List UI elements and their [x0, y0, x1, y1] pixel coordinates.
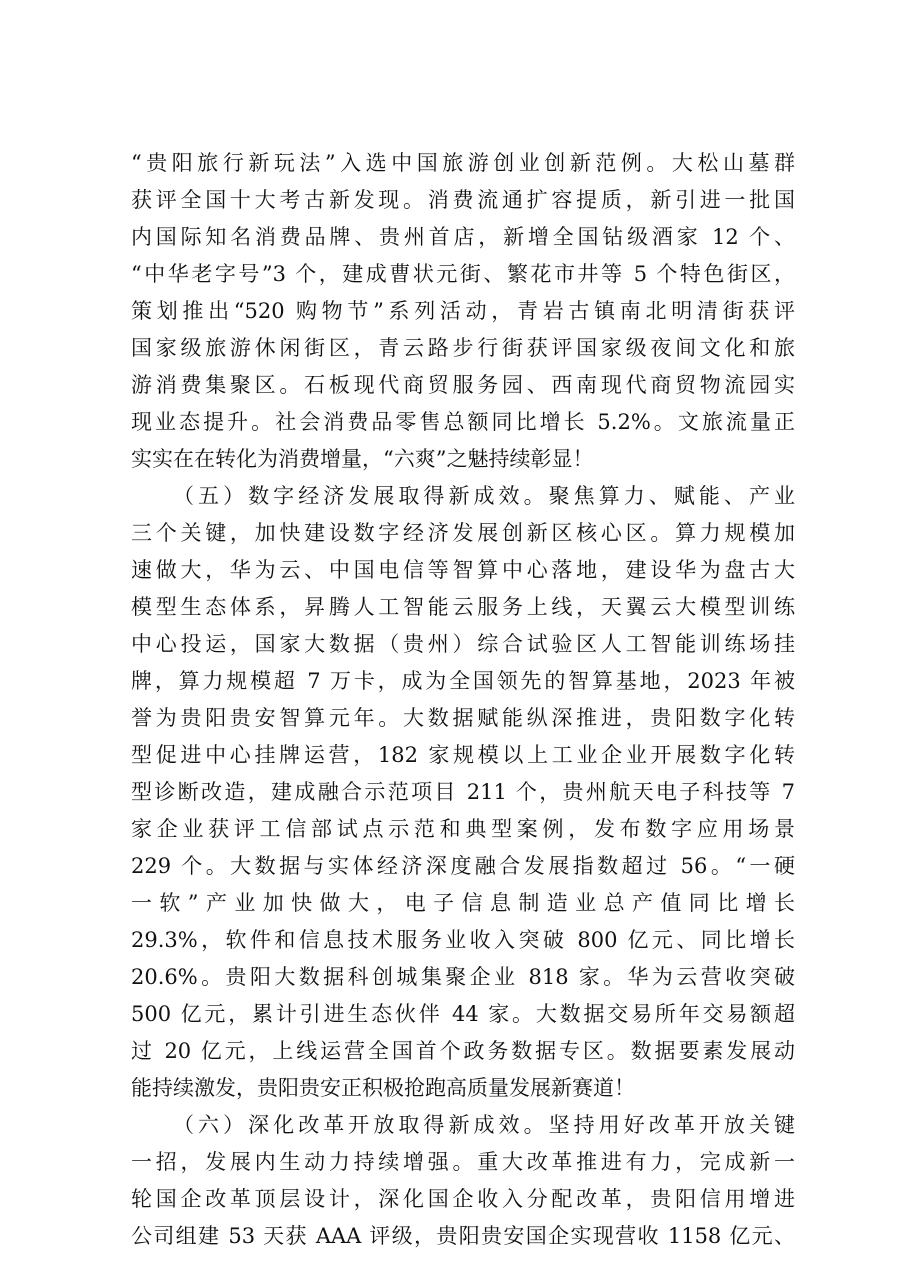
text-line: 国家级旅游休闲街区，青云路步行街获评国家级夜间文化和旅	[131, 336, 795, 360]
text-line: 公司组建 53 天获 AAA 评级，贵阳贵安国企实现营收 1158 亿元、	[131, 1224, 795, 1248]
text-line: 型诊断改造，建成融合示范项目 211 个，贵州航天电子科技等 7	[131, 780, 795, 804]
text-line: 牌，算力规模超 7 万卡，成为全国领先的智算基地，2023 年被	[131, 669, 795, 693]
text-line: “中华老字号”3 个，建成曹状元街、繁花市井等 5 个特色街区，	[131, 262, 795, 286]
text-line: 模型生态体系，昇腾人工智能云服务上线，天翼云大模型训练	[131, 595, 795, 619]
text-line: 三个关键，加快建设数字经济发展创新区核心区。算力规模加	[131, 521, 795, 545]
text-line: 内国际知名消费品牌、贵州首店，新增全国钻级酒家 12 个、	[131, 225, 795, 249]
section-heading-line: （六）深化改革开放取得新成效。坚持用好改革开放关键	[173, 1113, 795, 1137]
text-line: 中心投运，国家大数据（贵州）综合试验区人工智能训练场挂	[131, 632, 795, 656]
text-line: 过 20 亿元，上线运营全国首个政务数据专区。数据要素发展动	[131, 1039, 795, 1063]
paragraph-last-line: 实实在在转化为消费增量，“六爽”之魅持续彰显！	[131, 447, 594, 471]
section-heading-line: （五）数字经济发展取得新成效。聚焦算力、赋能、产业	[173, 484, 795, 508]
text-line: 家企业获评工信部试点示范和典型案例，发布数字应用场景	[131, 817, 795, 841]
text-line: 型促进中心挂牌运营，182 家规模以上工业企业开展数字化转	[131, 743, 795, 767]
text-line: 229 个。大数据与实体经济深度融合发展指数超过 56。“一硬	[131, 854, 795, 878]
paragraph-last-line: 能持续激发，贵阳贵安正积极抢跑高质量发展新赛道！	[131, 1076, 635, 1100]
text-line: 一软”产业加快做大，电子信息制造业总产值同比增长	[131, 891, 795, 915]
text-line: 29.3%，软件和信息技术服务业收入突破 800 亿元、同比增长	[131, 928, 795, 952]
text-line: 速做大，华为云、中国电信等智算中心落地，建设华为盘古大	[131, 558, 795, 582]
text-line: 轮国企改革顶层设计，深化国企收入分配改革，贵阳信用增进	[131, 1187, 795, 1211]
text-line: 现业态提升。社会消费品零售总额同比增长 5.2%。文旅流量正	[131, 410, 795, 434]
text-line: 500 亿元，累计引进生态伙伴 44 家。大数据交易所年交易额超	[131, 1002, 795, 1026]
text-line: 誉为贵阳贵安智算元年。大数据赋能纵深推进，贵阳数字化转	[131, 706, 795, 730]
text-line: 获评全国十大考古新发现。消费流通扩容提质，新引进一批国	[131, 188, 795, 212]
text-line: 游消费集聚区。石板现代商贸服务园、西南现代商贸物流园实	[131, 373, 795, 397]
text-line: 一招，发展内生动力持续增强。重大改革推进有力，完成新一	[131, 1150, 795, 1174]
text-line: “贵阳旅行新玩法”入选中国旅游创业创新范例。大松山墓群	[131, 151, 795, 175]
text-line: 策划推出“520 购物节”系列活动，青岩古镇南北明清街获评	[131, 299, 795, 323]
text-line: 20.6%。贵阳大数据科创城集聚企业 818 家。华为云营收突破	[131, 965, 795, 989]
